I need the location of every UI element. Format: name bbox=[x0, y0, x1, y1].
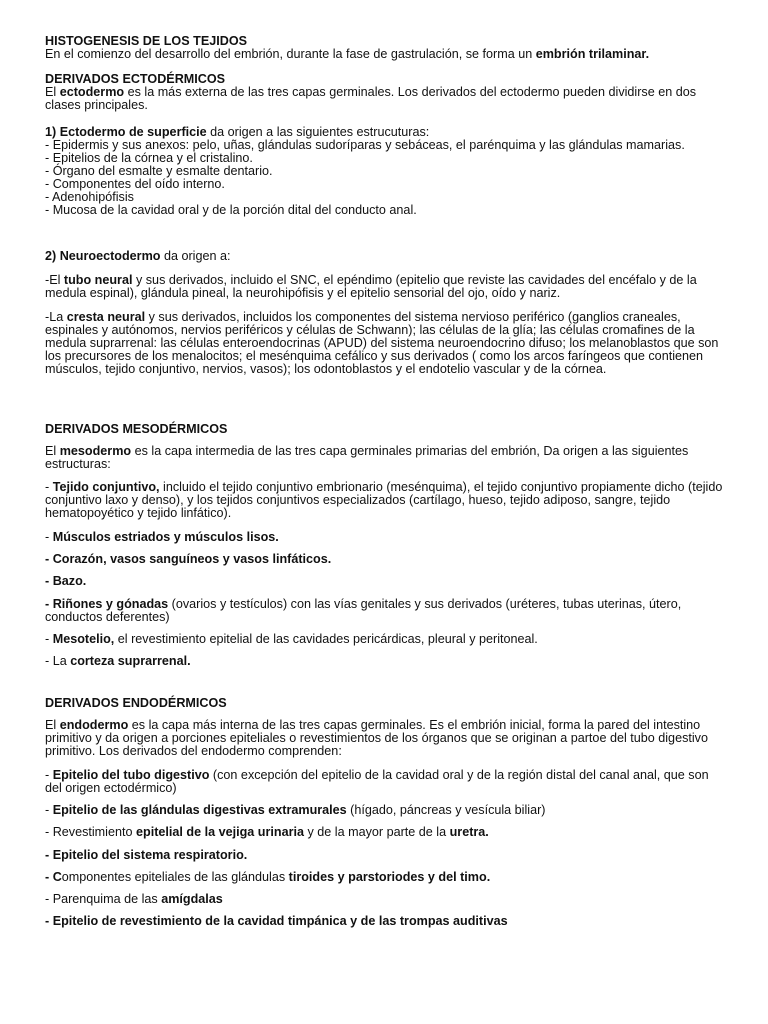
tympanic-item: - Epitelio de revestimiento de la cavidad timpánica y de las trompas auditivas bbox=[45, 914, 508, 928]
tonsils-item: - Parenquima de las amígdalas bbox=[45, 892, 223, 906]
surface-ectoderm-heading: 1) Ectodermo de superficie da origen a las siguientes estrucuturas: bbox=[45, 125, 430, 139]
list-item: - Componentes del oído interno. bbox=[45, 177, 225, 191]
bladder-item: - Revestimiento epitelial de la vejiga urinaria y de la mayor parte de la uretra. bbox=[45, 825, 489, 839]
mesothelium-item: - Mesotelio, el revestimiento epitelial de las cavidades pericárdicas, pleural y peritoneal. bbox=[45, 632, 538, 646]
neural-tube-paragraph: -El tubo neural y sus derivados, incluido el SNC, el epéndimo (epitelio que reviste las cavidades del encéfalo y de la medula espinal), glándula pineal, la neurohipófisis y el epitelio sensorial del ojo, oído y nariz. bbox=[45, 273, 697, 300]
list-item: - Mucosa de la cavidad oral y de la porción dital del conducto anal. bbox=[45, 203, 417, 217]
spleen-item: - Bazo. bbox=[45, 574, 87, 588]
list-item: - Adenohipófisis bbox=[45, 190, 134, 204]
digestive-tube-item: - Epitelio del tubo digestivo (con excepción del epitelio de la cavidad oral y de la región distal del canal anal, que son del origen ectodérmico) bbox=[45, 768, 709, 795]
adrenal-cortex-item: - La corteza suprarrenal. bbox=[45, 654, 191, 668]
kidneys-gonads-item: - Riñones y gónadas (ovarios y testículos) con las vías genitales y sus derivados (uréteres, tubas uterinas, útero, conductos deferentes) bbox=[45, 597, 682, 624]
neural-crest-paragraph: -La cresta neural y sus derivados, incluidos los componentes del sistema nervioso periférico (ganglios craneales, espinales y autónomos, nervios periféricos y células de Schwann); las células de la glía; las células cromafines de la medula suprarrenal: las células enteroendocrinas (APUD) del sistema neuroendocrino difuso; los melanoblastos que son los precursores de los menalocitos; el mesénquima cefálico y sus derivados ( como los arcos faríngeos que contienen músculos, tejido conjuntivo, nervios, vasos); los odontoblastos y el endotelio vascular y de la córnea. bbox=[45, 310, 719, 376]
section-heading-mesoderm: DERIVADOS MESODÉRMICOS bbox=[45, 422, 228, 436]
connective-tissue-item: - Tejido conjuntivo, incluido el tejido conjuntivo embrionario (mesénquima), el tejido conjuntivo propiamente dicho (tejido conjuntivo laxo y denso), y los tejidos conjuntivos especializados (cartílago, hueso, tejido adiposo, sangre, tejido hematopoyético y tejido linfático). bbox=[45, 480, 723, 520]
muscles-item: - Músculos estriados y músculos lisos. bbox=[45, 530, 279, 544]
thyroid-item: - Componentes epiteliales de las glándulas tiroides y parstoriodes y del timo. bbox=[45, 870, 491, 884]
list-item: - Epidermis y sus anexos: pelo, uñas, glándulas sudoríparas y sebáceas, el parénquima y las glándulas mamarias. bbox=[45, 138, 685, 152]
neuroectoderm-heading: 2) Neuroectodermo da origen a: bbox=[45, 249, 231, 263]
list-item: - Epitelios de la córnea y el cristalino. bbox=[45, 151, 253, 165]
section-heading-endoderm: DERIVADOS ENDODÉRMICOS bbox=[45, 696, 227, 710]
endoderm-intro: El endodermo es la capa más interna de las tres capas germinales. Es el embrión inicial, forma la pared del intestino primitivo y da origen a porciones epiteliales o revestimientos de los órganos que se originan a partoe del tubo digestivo primitivo. Los derivados del endodermo comprenden: bbox=[45, 718, 708, 758]
doc-title: HISTOGENESIS DE LOS TEJIDOS bbox=[45, 34, 248, 48]
respiratory-item: - Epitelio del sistema respiratorio. bbox=[45, 848, 248, 862]
section-heading-ectoderm: DERIVADOS ECTODÉRMICOS bbox=[45, 72, 226, 86]
ectoderm-intro: El ectodermo es la más externa de las tres capas germinales. Los derivados del ectodermo pueden dividirse en dos clases principales. bbox=[45, 85, 697, 112]
mesoderm-intro: El mesodermo es la capa intermedia de las tres capa germinales primarias del embrión, Da origen a las siguientes estructuras: bbox=[45, 444, 689, 471]
surface-ectoderm-list bbox=[45, 139, 725, 217]
list-item: - Órgano del esmalte y esmalte dentario. bbox=[45, 164, 273, 178]
heart-vessels-item: - Corazón, vasos sanguíneos y vasos linfáticos. bbox=[45, 552, 332, 566]
intro-paragraph: En el comienzo del desarrollo del embrión, durante la fase de gastrulación, se forma un embrión trilaminar. bbox=[45, 47, 650, 61]
digestive-glands-item: - Epitelio de las glándulas digestivas extramurales (hígado, páncreas y vesícula biliar) bbox=[45, 803, 546, 817]
